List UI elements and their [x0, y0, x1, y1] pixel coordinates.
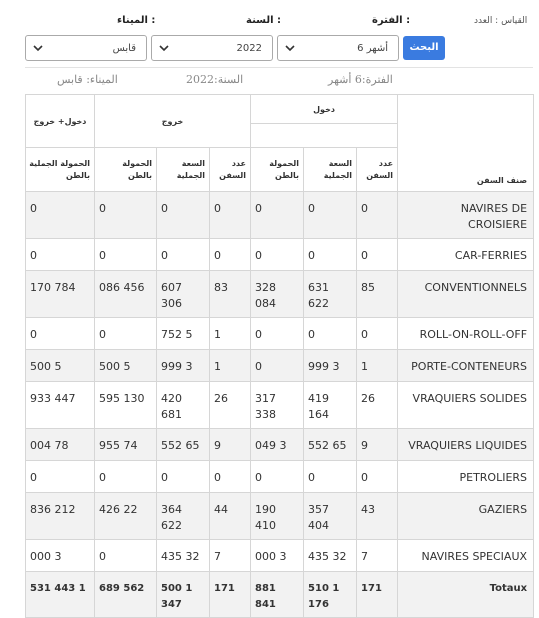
period-select-value: 6 أشهر [357, 43, 388, 54]
exit-load-cell: 130 595 [95, 382, 157, 429]
exit-load-cell: 0 [95, 318, 157, 350]
total-load-header: الحمولة الجملية بالطن [26, 148, 95, 192]
entry-count-cell: 0 [357, 461, 398, 493]
port-label: الميناء : [117, 15, 156, 26]
exit-capacity-header: السعة الجملية [157, 148, 210, 192]
exit-count-cell: 1 [210, 350, 251, 382]
entry-load-cell: 0 [251, 350, 304, 382]
period-label: الفترة : [372, 15, 411, 26]
entry-load-cell: 3 049 [251, 429, 304, 461]
ship-category-cell: CONVENTIONNELS [398, 271, 534, 318]
ship-category-cell: VRAQUIERS SOLIDES [398, 382, 534, 429]
ship-category-cell: Totaux [398, 572, 534, 618]
exit-count-cell: 0 [210, 461, 251, 493]
total-load-cell: 0 [26, 192, 95, 239]
summary-period: الفترة:6 أشهر [328, 73, 393, 86]
table-row [26, 429, 534, 461]
exit-count-cell: 9 [210, 429, 251, 461]
entry-capacity-cell: 3 999 [304, 350, 357, 382]
entry-count-cell: 0 [357, 318, 398, 350]
exit-load-cell: 456 086 [95, 271, 157, 318]
ship-category-cell: PORTE-CONTENEURS [398, 350, 534, 382]
exit-load-cell: 562 689 [95, 572, 157, 618]
exit-capacity-cell: 607 306 [157, 271, 210, 318]
entry-load-cell: 0 [251, 318, 304, 350]
exit-count-cell: 0 [210, 192, 251, 239]
exit-count-cell: 44 [210, 493, 251, 540]
total-load-cell: 0 [26, 461, 95, 493]
entry-header: دخول [251, 95, 398, 124]
table-row [26, 239, 534, 271]
measure-label: القياس : العدد [474, 16, 528, 26]
exit-capacity-cell: 1 500 347 [157, 572, 210, 618]
total-load-cell: 1 443 531 [26, 572, 95, 618]
entry-capacity-cell: 631 622 [304, 271, 357, 318]
entry-load-cell: 3 000 [251, 540, 304, 572]
exit-load-header: الحمولة بالطن [95, 148, 157, 192]
chevron-down-icon [32, 42, 44, 54]
table-row [26, 461, 534, 493]
entry-count-cell: 85 [357, 271, 398, 318]
search-button[interactable]: البحث [403, 36, 445, 60]
ship-category-header: صنف السفن [398, 95, 534, 192]
exit-header: خروج [95, 95, 251, 148]
entry-load-header: الحمولة بالطن [251, 148, 304, 192]
ship-category-cell: NAVIRES DE CROISIERE [398, 192, 534, 239]
entry-exit-header: دخول+ خروج [26, 95, 95, 148]
table-row [26, 350, 534, 382]
table-row [26, 271, 534, 318]
table-row [26, 572, 534, 618]
exit-capacity-cell: 65 552 [157, 429, 210, 461]
entry-capacity-cell: 32 435 [304, 540, 357, 572]
exit-load-cell: 0 [95, 461, 157, 493]
exit-load-cell: 0 [95, 192, 157, 239]
entry-capacity-cell: 65 552 [304, 429, 357, 461]
year-select-value: 2022 [236, 43, 262, 54]
entry-count-cell: 9 [357, 429, 398, 461]
summary-year: السنة:2022 [186, 73, 244, 86]
period-select[interactable] [277, 35, 399, 61]
ship-category-cell: NAVIRES SPECIAUX [398, 540, 534, 572]
table-row [26, 493, 534, 540]
entry-capacity-header: السعة الجملية [304, 148, 357, 192]
total-load-cell: 0 [26, 318, 95, 350]
chevron-down-icon [158, 42, 170, 54]
entry-count-cell: 0 [357, 239, 398, 271]
exit-capacity-cell: 364 622 [157, 493, 210, 540]
total-load-cell: 212 836 [26, 493, 95, 540]
port-statistics-table [25, 94, 534, 618]
exit-count-cell: 171 [210, 572, 251, 618]
entry-load-cell: 328 084 [251, 271, 304, 318]
total-load-cell: 784 170 [26, 271, 95, 318]
exit-load-cell: 74 955 [95, 429, 157, 461]
exit-capacity-cell: 32 435 [157, 540, 210, 572]
entry-count-cell: 171 [357, 572, 398, 618]
divider [25, 67, 533, 68]
entry-capacity-cell: 357 404 [304, 493, 357, 540]
exit-count-cell: 7 [210, 540, 251, 572]
exit-count-cell: 26 [210, 382, 251, 429]
exit-count-cell: 83 [210, 271, 251, 318]
entry-capacity-cell: 0 [304, 239, 357, 271]
total-load-cell: 5 500 [26, 350, 95, 382]
table-row [26, 382, 534, 429]
entry-count-cell: 7 [357, 540, 398, 572]
ship-category-cell: VRAQUIERS LIQUIDES [398, 429, 534, 461]
exit-count-cell: 0 [210, 239, 251, 271]
total-load-cell: 3 000 [26, 540, 95, 572]
entry-load-cell: 0 [251, 461, 304, 493]
total-load-cell: 78 004 [26, 429, 95, 461]
entry-load-cell: 190 410 [251, 493, 304, 540]
ship-category-cell: CAR-FERRIES [398, 239, 534, 271]
port-select[interactable] [25, 35, 147, 61]
exit-capacity-cell: 420 681 [157, 382, 210, 429]
exit-capacity-cell: 0 [157, 192, 210, 239]
entry-count-cell: 1 [357, 350, 398, 382]
entry-capacity-cell: 0 [304, 318, 357, 350]
entry-count-cell: 0 [357, 192, 398, 239]
exit-count-header: عدد السفن [210, 148, 251, 192]
table-row [26, 540, 534, 572]
ship-category-cell: ROLL-ON-ROLL-OFF [398, 318, 534, 350]
exit-capacity-cell: 0 [157, 239, 210, 271]
exit-load-cell: 0 [95, 540, 157, 572]
entry-load-cell: 317 338 [251, 382, 304, 429]
port-select-value: قابس [112, 43, 136, 54]
entry-count-cell: 43 [357, 493, 398, 540]
summary-port: الميناء: قابس [57, 73, 118, 86]
entry-capacity-cell: 0 [304, 192, 357, 239]
total-load-cell: 0 [26, 239, 95, 271]
exit-count-cell: 1 [210, 318, 251, 350]
entry-capacity-cell: 0 [304, 461, 357, 493]
year-label: السنة : [246, 15, 281, 26]
entry-count-header: عدد السفن [357, 148, 398, 192]
exit-load-cell: 0 [95, 239, 157, 271]
entry-spacer [251, 124, 398, 148]
ship-category-cell: PETROLIERS [398, 461, 534, 493]
entry-load-cell: 881 841 [251, 572, 304, 618]
exit-load-cell: 5 500 [95, 350, 157, 382]
total-load-cell: 447 933 [26, 382, 95, 429]
entry-load-cell: 0 [251, 239, 304, 271]
entry-count-cell: 26 [357, 382, 398, 429]
exit-capacity-cell: 5 752 [157, 318, 210, 350]
exit-capacity-cell: 0 [157, 461, 210, 493]
entry-capacity-cell: 1 510 176 [304, 572, 357, 618]
table-row [26, 192, 534, 239]
exit-capacity-cell: 3 999 [157, 350, 210, 382]
exit-load-cell: 22 426 [95, 493, 157, 540]
entry-load-cell: 0 [251, 192, 304, 239]
year-select[interactable] [151, 35, 273, 61]
chevron-down-icon [284, 42, 296, 54]
entry-capacity-cell: 419 164 [304, 382, 357, 429]
table-row [26, 318, 534, 350]
ship-category-cell: GAZIERS [398, 493, 534, 540]
